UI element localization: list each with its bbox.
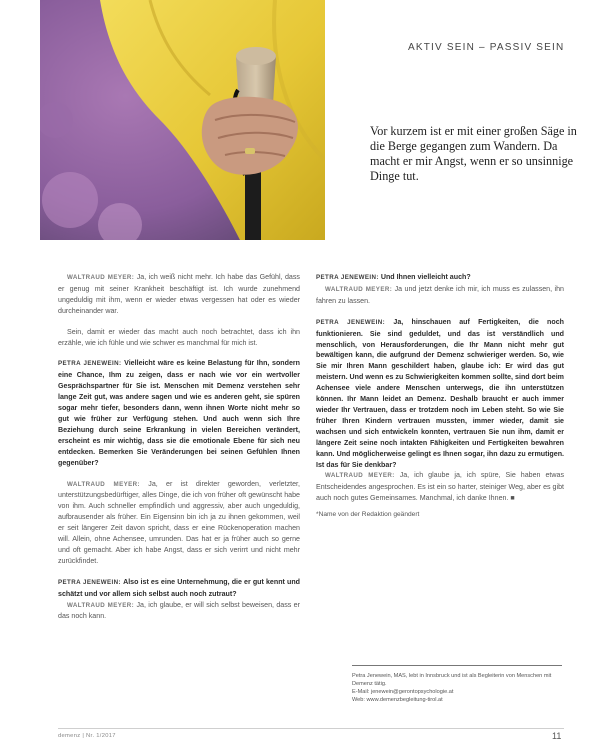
paragraph-text: Ja, ich glaube ja, ich spüre, Sie haben etwas Entscheidendes angesprochen. Es ist ein so harter, steiniger Weg, aber es gibt auch noch gutes Gemeinsames. Manchmal, ich danke Ihnen. ■ [316,471,564,503]
editorial-note: *Name von der Redaktion geändert [316,511,420,519]
speaker-label: WALTRAUD MEYER: [325,472,395,480]
speaker-label: WALTRAUD MEYER: [67,274,135,281]
paragraph-text: Und Ihnen vielleicht auch? [380,273,471,281]
author-website[interactable]: Web: www.demenzbegleitung-tirol.at [352,697,443,703]
speaker-label: PETRA JENEWEIN: [316,318,386,326]
author-email[interactable]: E-Mail: jenewein@gerontopsychologie.at [352,689,454,695]
paragraph-text: Ja, hinschauen auf Fertigkeiten, die noch funktionieren. Sie sind geduldet, und das ist verständlich und menschlich, von Herausforderungen, die Ihr Mann nicht mehr gut bewältigen kann, die aufgrund der Demenz schwieriger werden. So, wie Sie mir Ihren Mann geschildert haben, glaube ich: Er wird das gut meistern. Und wenn es zu Schwierigkeiten kommen sollte, sind dort beim Achensee viele andere Menschen unterwegs, die ihn unterstützen können. Ihr Mann leidet an Demenz. Deshalb braucht er auch immer wieder Ihr Vertrauen, dass er trotzdem noch im Leben steht. So wie Sie früher Ihren Kindern vertrauen mussten, immer wieder, damit sie wachsen und sich entwickeln konnten, vertrauen Sie nun ihm, damit er längere Zeit seine noch intakten Fähigkeiten und Fertigkeiten bewahren kann. Und möglicherweise gelingt es Ihnen sogar, ihn dazu zu ermutigen. Ist das für Sie denkbar? [316,317,564,469]
speaker-label: WALTRAUD MEYER: [67,480,141,488]
speaker-label: PETRA JENEWEIN: [58,578,121,586]
author-bio: Petra Jenewein, MAS, lebt in Innsbruck und ist als Begleiterin von Menschen mit Demenz tätig. [352,673,552,687]
page-number: 11 [552,731,562,741]
paragraph-text: Vielleicht wäre es keine Belastung für Ihn, sondern eine Chance, Ihm zu zeigen, dass er nach wie vor ein wertvoller Gesprächspartner für Sie ist. Menschen mit Demenz verstehen sehr lange Zeit gut, was andere sagen und wie es anderen geht, sie spüren sogar mehr tiefer, besonders dann, wenn ihnen Worte nicht mehr so gut wie früher zur Verfügung stehen. Und auch wenn sich Ihre Beziehung durch seine Erkrankung in vielen Bereichen verändert, erscheint es mir wichtig, dass sie die emotionale Ebene für sich neu entdecken. Bemerken Sie Veränderungen bei seinen Gefühlen Ihnen gegenüber? [58,359,300,467]
paragraph [316,272,564,284]
magazine-issue: demenz | Nr. 1/2017 [58,733,116,739]
paragraph: Sein, damit er wieder das macht auch noch betrachtet, dass ich ihn erzähle, wie ich fühle und wie schwer es manchmal für mich ist. [58,327,300,347]
paragraph-text: Ja, er ist direkter geworden, verletzter, unterstützungsbedürftiger, alles Dinge, die ich von früher oft gewünscht habe von ihm. Auch schneller empfindlich und aggressiv, aber auch ungeduldig, aufbrausender als früher. Ein Eigensinn bin ich ja zu ihnen gekommen, weil er seit längerer Zeit davon spricht, dass er eine Rückenoperation machen will. Allein, ohne Achensee, umrunden. Das hat er ja früher auch so gerne und oft gemacht. Aber ich habe Angst, dass er sich verirrt und nicht mehr zurückfindet. [58,479,300,565]
paragraph [316,470,564,504]
paragraph-text: Also ist es eine Unternehmung, die er gut kennt und schätzt und vor allem sich selbst auch noch zutraut? [58,577,300,598]
speaker-label: PETRA JENEWEIN: [58,360,122,368]
paragraph-text: Ja, ich weiß nicht mehr. Ich habe das Gefühl, dass er genug mit seiner Krankheit beschäftigt ist. Ich wurde zunehmend ungeduldig mit ihm, wenn er wieder etwas vergessen hat oder es wieder durcheinander war. [58,273,300,315]
paragraph [58,272,300,317]
article-column-left [58,272,300,632]
speaker-label: WALTRAUD MEYER: [325,285,393,293]
paragraph [58,479,300,567]
paragraph [58,600,300,623]
paragraph [316,317,564,471]
footer-divider [58,728,564,729]
speaker-label: WALTRAUD MEYER: [67,601,135,609]
paragraph-text: Ja und jetzt denke ich mir, ich muss es zulassen, ihn fahren zu lassen. [316,284,564,305]
speaker-label: PETRA JENEWEIN: [316,274,379,281]
paragraph [316,284,564,307]
paragraph [58,577,300,600]
author-info-box [352,665,562,704]
paragraph [58,358,300,468]
pull-quote: Vor kurzem ist er mit einer großen Säge in die Berge gegangen zum Wandern. Da macht er mir Angst, wenn er so unsinnige Dinge tut. [370,124,577,183]
article-column-right [316,272,564,521]
hand-walking-pole-image [40,0,325,240]
hero-photo [40,0,325,240]
section-label: AKTIV SEIN – PASSIV SEIN [408,42,565,53]
paragraph-text: Ja, ich glaube, er will sich selbst beweisen, dass er das noch kann. [58,600,300,621]
